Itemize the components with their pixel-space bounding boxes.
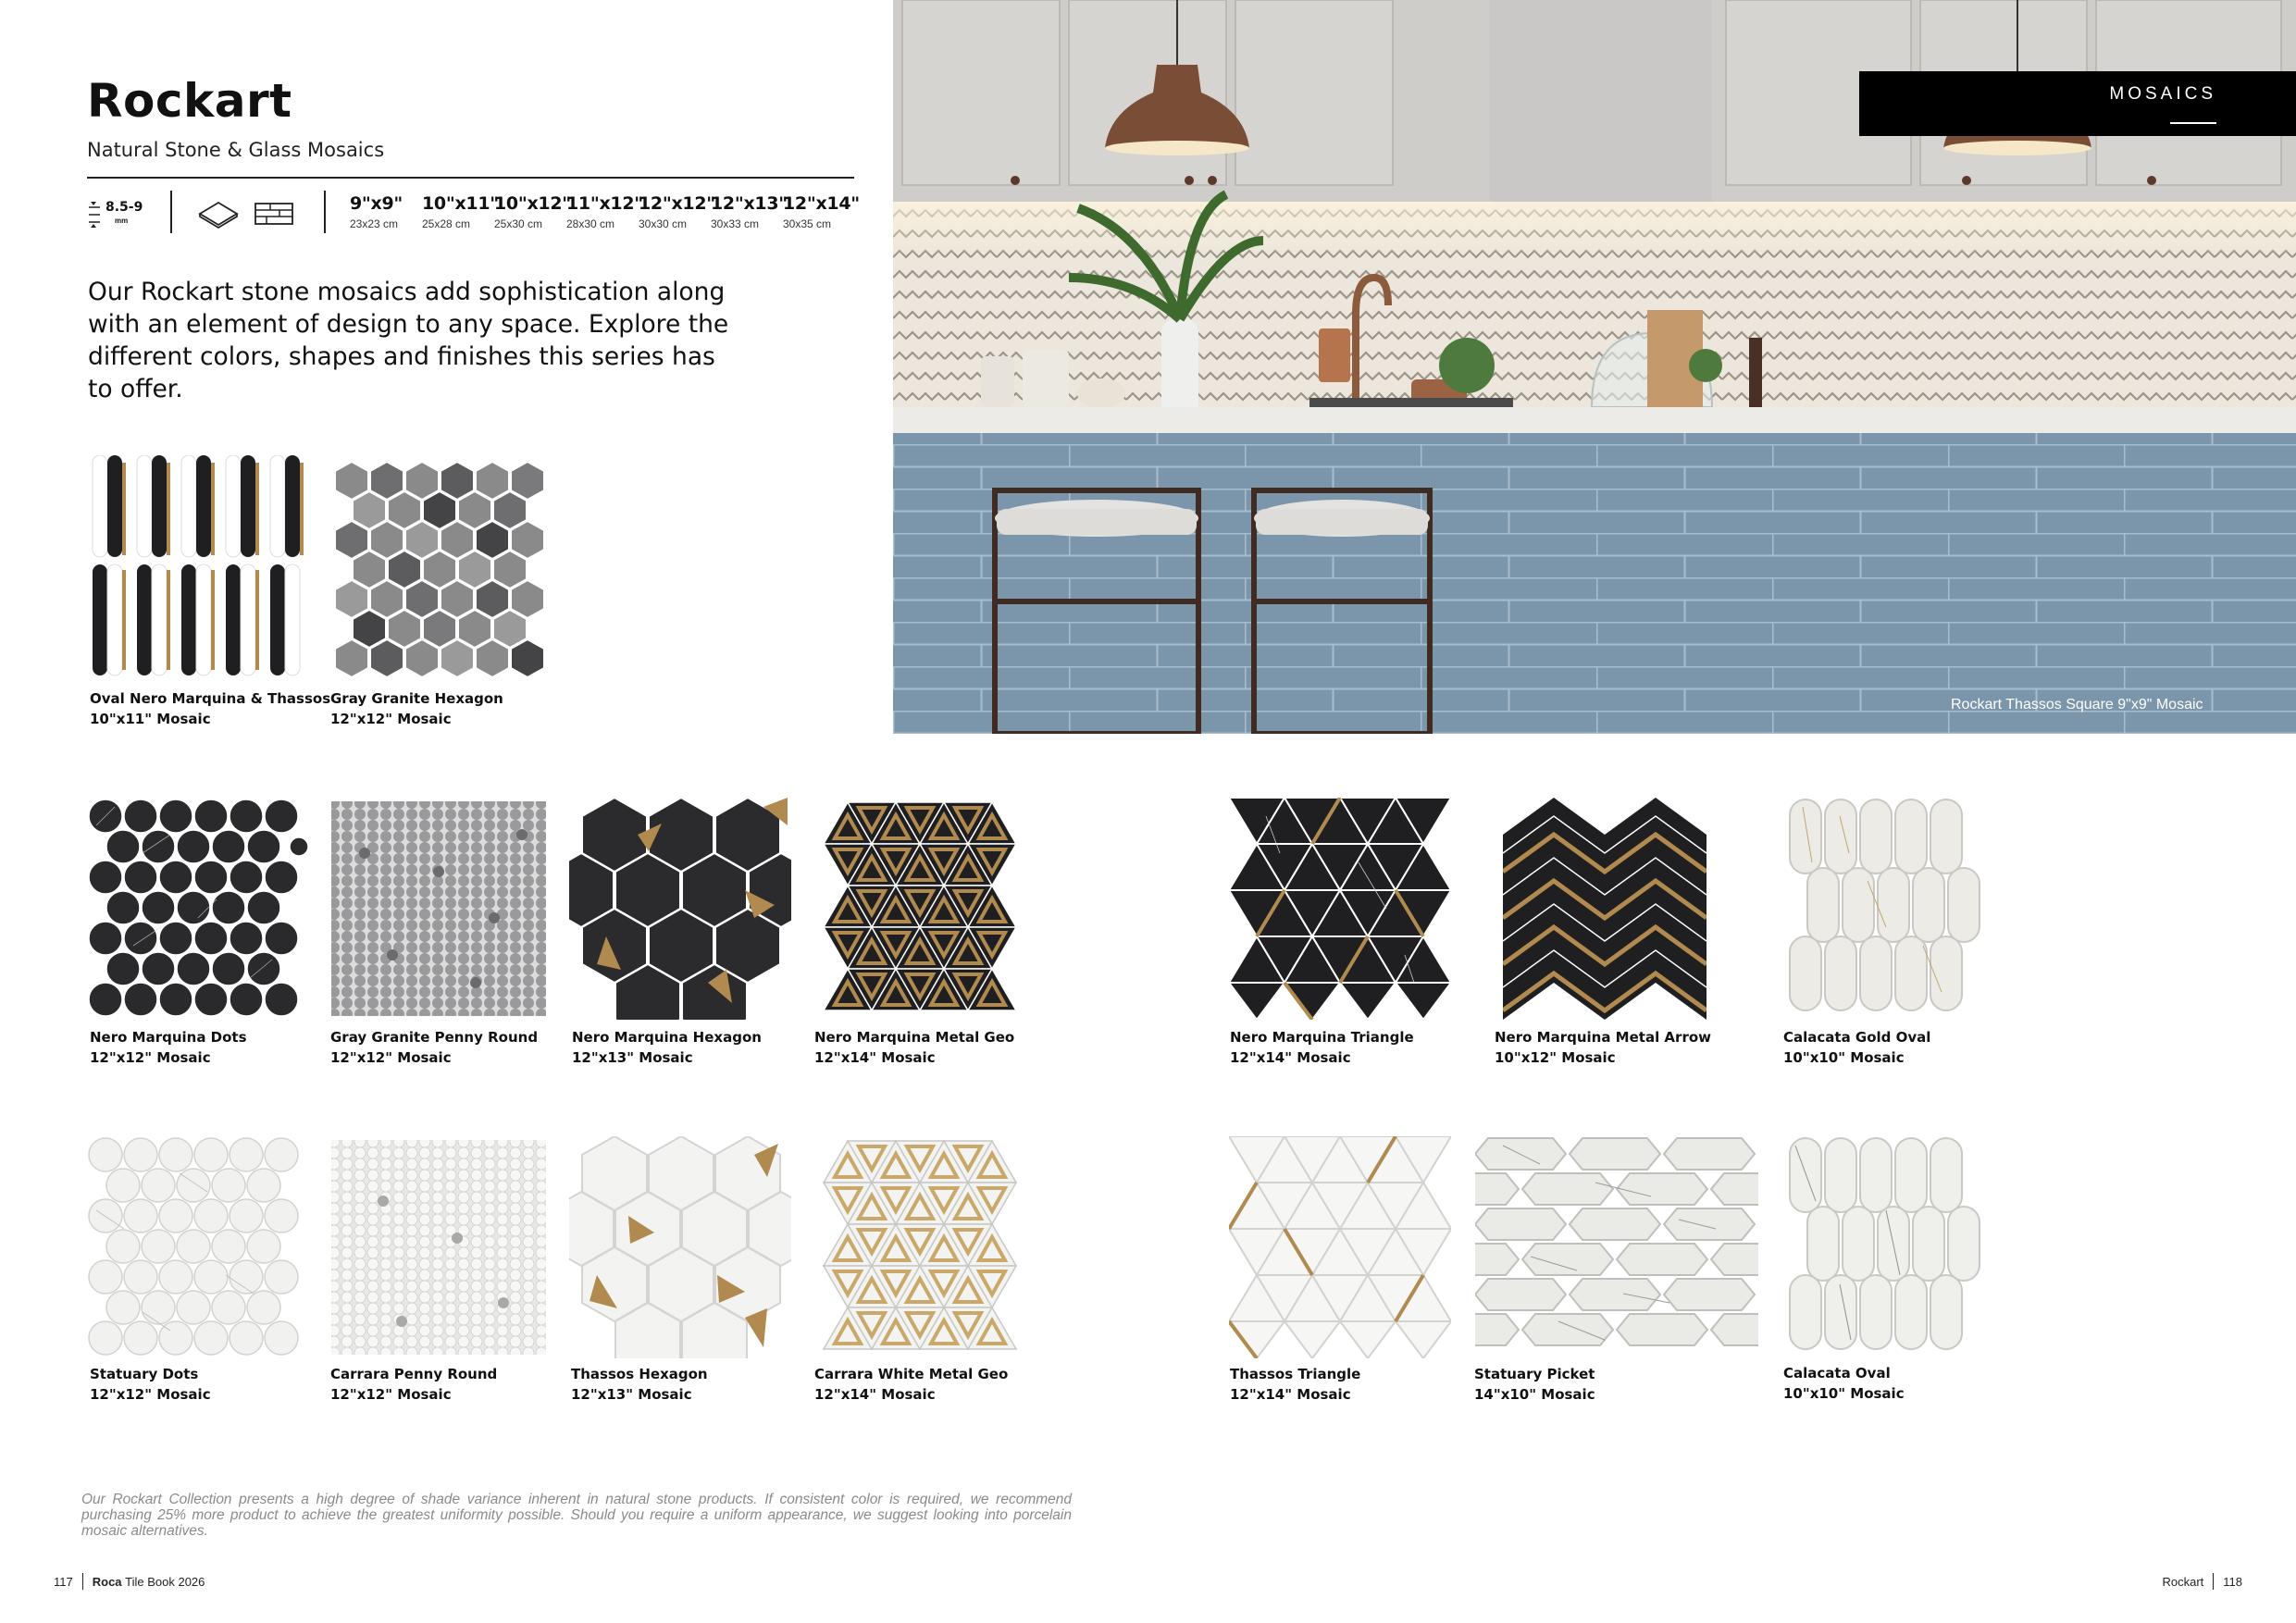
- product-image-thassos-hexagon: [569, 1136, 791, 1358]
- product-label: Statuary Dots 12"x12" Mosaic: [90, 1366, 211, 1403]
- hero-caption: Rockart Thassos Square 9"x9" Mosaic: [1951, 697, 2203, 712]
- product-label: Nero Marquina Metal Geo 12"x14" Mosaic: [814, 1029, 1015, 1066]
- size-item: 12"x14" 30x35 cm: [783, 193, 860, 230]
- product-label: Statuary Picket 14"x10" Mosaic: [1474, 1366, 1595, 1403]
- product-label: Thassos Triangle 12"x14" Mosaic: [1230, 1366, 1361, 1403]
- size-item: 9"x9" 23x23 cm: [350, 193, 403, 230]
- size-item: 10"x12" 25x30 cm: [494, 193, 571, 230]
- disclaimer-text: Our Rockart Collection presents a high degree of shade variance inherent in natural stone products. If consistent color is required, we recommend purchasing 25% more product to achieve the greatest uniformity possible. Should you require a uniform appearance, we suggest looking into porcelain mosaic alternatives.: [81, 1492, 1072, 1539]
- product-label: Carrara White Metal Geo 12"x14" Mosaic: [814, 1366, 1009, 1403]
- footer-divider: [82, 1573, 83, 1590]
- thickness-value: 8.5-9: [105, 200, 143, 215]
- product-image-calacata-gold-oval: [1784, 798, 2006, 1020]
- product-label: Nero Marquina Hexagon 12"x13" Mosaic: [572, 1029, 762, 1066]
- thickness-unit: mm: [115, 217, 129, 225]
- product-image-nero-marquina-dots: [87, 798, 309, 1020]
- size-item: 11"x12" 28x30 cm: [566, 193, 643, 230]
- product-label: Gray Granite Hexagon 12"x12" Mosaic: [330, 690, 503, 727]
- product-label: Nero Marquina Metal Arrow 10"x12" Mosaic: [1495, 1029, 1712, 1066]
- tile-surface-icon: [200, 203, 237, 228]
- size-list: [350, 193, 860, 230]
- product-label: Thassos Hexagon 12"x13" Mosaic: [571, 1366, 708, 1403]
- intro-text: Our Rockart stone mosaics add sophistication along with an element of design to any space. Explore the different colors, shapes and finishes this series has to offer.: [88, 278, 729, 403]
- product-label: Nero Marquina Dots 12"x12" Mosaic: [90, 1029, 247, 1066]
- product-image-gray-granite-hexagon: [328, 458, 550, 680]
- brick-pattern-icon: [255, 204, 292, 224]
- section-tag-underline: [2170, 122, 2216, 124]
- product-image-nero-marquina-triangle: [1229, 798, 1451, 1020]
- product-image-carrara-white-metal-geo: [814, 1136, 1036, 1358]
- product-label: Gray Granite Penny Round 12"x12" Mosaic: [330, 1029, 539, 1066]
- page-number-right: 118: [2223, 1574, 2242, 1589]
- footer-left: [54, 1573, 205, 1590]
- finish-icons: [196, 198, 307, 229]
- product-image-calacata-oval: [1784, 1136, 2006, 1358]
- footer-brand: Roca: [92, 1574, 122, 1589]
- spec-divider: [324, 191, 326, 233]
- product-image-nero-marquina-metal-arrow: [1503, 798, 1725, 1020]
- footer-right: [2162, 1573, 2242, 1590]
- product-image-gray-granite-penny-round: [328, 798, 550, 1020]
- footer-book: Tile Book 2026: [125, 1574, 205, 1589]
- thickness-icon: [87, 196, 105, 233]
- product-label: Calacata Gold Oval 10"x10" Mosaic: [1783, 1029, 1931, 1066]
- product-image-statuary-dots: [87, 1136, 309, 1358]
- spec-divider: [170, 191, 172, 233]
- product-label: Nero Marquina Triangle 12"x14" Mosaic: [1230, 1029, 1414, 1066]
- product-label: Carrara Penny Round 12"x12" Mosaic: [330, 1366, 498, 1403]
- footer-section: Rockart: [2162, 1574, 2204, 1589]
- product-image-statuary-picket: [1475, 1136, 1758, 1358]
- section-tag-label: MOSAICS: [2109, 84, 2216, 104]
- product-image-nero-marquina-hexagon: [569, 798, 791, 1020]
- product-label: Oval Nero Marquina & Thassos 10"x11" Mosaic: [90, 690, 331, 727]
- product-image-oval-nero-thassos: [87, 455, 309, 677]
- product-image-thassos-triangle: [1229, 1136, 1451, 1358]
- product-image-carrara-penny-round: [328, 1136, 550, 1358]
- thickness-spec: [87, 196, 152, 233]
- size-item: 10"x11" 25x28 cm: [422, 193, 499, 230]
- page-title: Rockart: [87, 74, 292, 128]
- footer-divider: [2213, 1573, 2214, 1590]
- page-subtitle: Natural Stone & Glass Mosaics: [87, 139, 385, 161]
- title-divider: [87, 177, 854, 179]
- size-item: 12"x12" 30x30 cm: [639, 193, 715, 230]
- section-tag: [1859, 71, 2296, 136]
- product-label: Calacata Oval 10"x10" Mosaic: [1783, 1365, 1905, 1402]
- size-item: 12"x13" 30x33 cm: [711, 193, 788, 230]
- product-image-nero-marquina-metal-geo: [814, 798, 1036, 1020]
- page-number-left: 117: [54, 1574, 73, 1589]
